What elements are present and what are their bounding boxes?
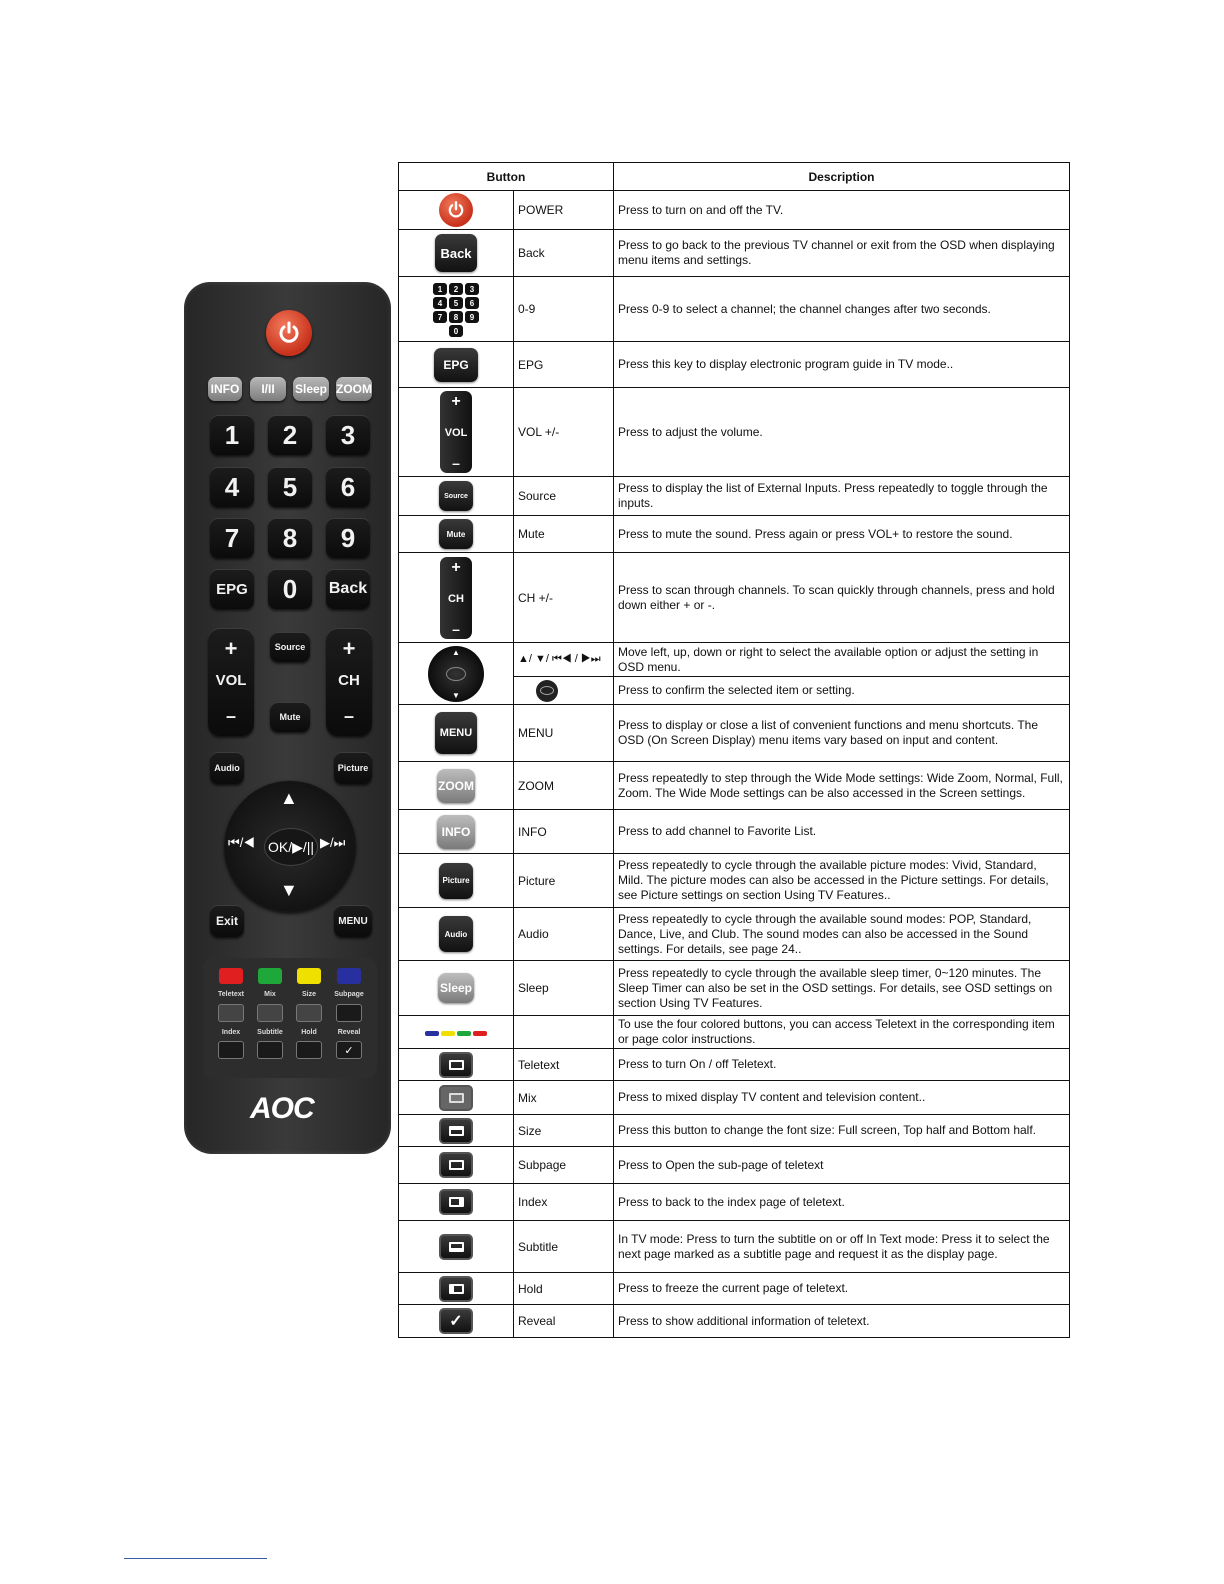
aoc-logo: AOC xyxy=(250,1092,314,1125)
numeric-keypad-icon xyxy=(433,283,479,337)
remote-teletext-button[interactable] xyxy=(218,1004,244,1022)
button-description: Press repeatedly to cycle through the available sound modes: POP, Standard, Dance, Live, and Club. The sound modes can also be accessed in the Sound settings. For details, see page 24.. xyxy=(614,908,1070,961)
blue-bar xyxy=(425,1031,439,1036)
table-row xyxy=(399,1221,1070,1273)
icon-cell xyxy=(399,388,514,477)
audio-icon: Audio xyxy=(439,916,473,952)
remote-size-button[interactable] xyxy=(296,1004,322,1022)
button-description: Press to back to the index page of teletext. xyxy=(614,1184,1070,1221)
menu-icon: MENU xyxy=(435,712,477,754)
description-column-header: Description xyxy=(614,163,1070,191)
icon-cell xyxy=(399,1016,514,1049)
button-name: ▲/ ▼/ ⏮◀ / ▶⏭ xyxy=(514,643,614,677)
remote-volume-rocker[interactable] xyxy=(208,628,254,736)
color-buttons-icon xyxy=(424,1025,488,1039)
button-description: Press this button to change the font size: Full screen, Top half and Bottom half. xyxy=(614,1115,1070,1147)
remote-mute-button[interactable]: Mute xyxy=(270,702,310,732)
button-name: POWER xyxy=(514,191,614,230)
icon-cell xyxy=(399,1081,514,1115)
table-row xyxy=(399,1049,1070,1081)
keypad-digit: 6 xyxy=(465,297,479,309)
dpad-down-arrow-icon: ▼ xyxy=(452,690,460,700)
channel-minus[interactable]: – xyxy=(343,706,354,726)
button-description: Press to adjust the volume. xyxy=(614,388,1070,477)
volume-label: VOL xyxy=(215,672,247,689)
icon-cell xyxy=(399,1305,514,1338)
icon-cell xyxy=(399,191,514,230)
footnote-rule xyxy=(124,1558,267,1559)
remote-menu-button[interactable]: MENU xyxy=(334,905,372,937)
table-row xyxy=(399,810,1070,854)
button-description: Press to scan through channels. To scan quickly through channels, press and hold down either + or -. xyxy=(614,553,1070,643)
power-icon xyxy=(439,193,473,227)
icon-cell xyxy=(399,1184,514,1221)
remote-exit-button[interactable]: Exit xyxy=(210,905,244,937)
remote-subpage-button[interactable] xyxy=(336,1004,362,1022)
remote-audio-mode-button[interactable]: I/II xyxy=(250,377,286,401)
button-name xyxy=(514,677,614,705)
button-description-table xyxy=(398,162,1070,1338)
table-row xyxy=(399,1016,1070,1049)
remote-zoom-button[interactable]: ZOOM xyxy=(336,377,372,401)
info-icon: INFO xyxy=(437,815,475,849)
keypad-digit: 7 xyxy=(433,311,447,323)
button-name: Back xyxy=(514,230,614,277)
dpad-right-arrow-icon[interactable]: ▶/⏭ xyxy=(320,835,346,850)
table-row xyxy=(399,1273,1070,1305)
table-row xyxy=(399,516,1070,553)
button-description: Press to go back to the previous TV channel or exit from the OSD when displaying menu items and settings. xyxy=(614,230,1070,277)
keypad-digit: 9 xyxy=(465,311,479,323)
remote-reveal-button[interactable]: ✓ xyxy=(336,1041,362,1059)
table-row xyxy=(399,477,1070,516)
button-name: Hold xyxy=(514,1273,614,1305)
icon-cell xyxy=(399,810,514,854)
icon-cell xyxy=(399,854,514,908)
table-row xyxy=(399,553,1070,643)
mute-icon: Mute xyxy=(439,519,473,549)
vol-label: VOL xyxy=(444,427,468,439)
button-description: Press to confirm the selected item or setting. xyxy=(614,677,1070,705)
teletext-label: Teletext xyxy=(218,991,244,998)
table-row xyxy=(399,908,1070,961)
button-description: Press to add channel to Favorite List. xyxy=(614,810,1070,854)
dpad-up-arrow-icon: ▲ xyxy=(452,647,460,657)
dpad-left-arrow-icon[interactable]: ⏮/◀ xyxy=(228,835,255,850)
keypad-digit: 2 xyxy=(449,283,463,295)
volume-minus[interactable]: – xyxy=(225,706,236,726)
channel-rocker-icon: + CH – xyxy=(440,557,472,639)
table-row xyxy=(399,277,1070,342)
index-icon xyxy=(439,1189,473,1215)
remote-digit-4[interactable]: 4 xyxy=(210,467,254,507)
button-description: Press to Open the sub-page of teletext xyxy=(614,1147,1070,1184)
remote-index-button[interactable] xyxy=(218,1041,244,1059)
button-description: Press to freeze the current page of teletext. xyxy=(614,1273,1070,1305)
green-button[interactable] xyxy=(258,968,282,984)
yellow-bar xyxy=(441,1031,455,1036)
button-description: Press this key to display electronic program guide in TV mode.. xyxy=(614,342,1070,388)
remote-picture-button[interactable]: Picture xyxy=(334,752,372,784)
teletext-icon xyxy=(439,1052,473,1078)
remote-back-button[interactable]: Back xyxy=(326,569,370,609)
keypad-digit: 1 xyxy=(433,283,447,295)
back-icon: Back xyxy=(435,234,477,272)
keypad-digit: 0 xyxy=(449,325,463,337)
red-button[interactable] xyxy=(219,968,243,984)
icon-cell xyxy=(399,643,514,705)
button-description: Press repeatedly to cycle through the available picture modes: Vivid, Standard, Mild. The picture modes can also be accessed in the Picture settings. For details, see Picture settings on section Using TV Features.. xyxy=(614,854,1070,908)
remote-hold-button[interactable] xyxy=(296,1041,322,1059)
index-label: Index xyxy=(221,1029,241,1036)
table-header-row xyxy=(399,163,1070,191)
remote-info-button[interactable]: INFO xyxy=(208,377,242,401)
picture-icon: Picture xyxy=(439,863,473,899)
table-row xyxy=(399,388,1070,477)
button-name: Mute xyxy=(514,516,614,553)
remote-audio-button[interactable]: Audio xyxy=(210,752,244,784)
button-description: Press 0-9 to select a channel; the channel changes after two seconds. xyxy=(614,277,1070,342)
button-name: ZOOM xyxy=(514,762,614,810)
mix-label: Mix xyxy=(264,991,276,998)
zoom-icon: ZOOM xyxy=(437,769,475,803)
remote-mix-button[interactable] xyxy=(257,1004,283,1022)
remote-digit-6[interactable]: 6 xyxy=(326,467,370,507)
button-description: To use the four colored buttons, you can access Teletext in the corresponding item or page color instructions. xyxy=(614,1016,1070,1049)
button-description: Press to turn On / off Teletext. xyxy=(614,1049,1070,1081)
size-label: Size xyxy=(301,991,316,998)
button-description: In TV mode: Press to turn the subtitle on or off In Text mode: Press it to select the next page marked as a subtitle page and request it as the display page. xyxy=(614,1221,1070,1273)
icon-cell xyxy=(399,705,514,762)
keypad-digit: 4 xyxy=(433,297,447,309)
remote-digit-5[interactable]: 5 xyxy=(268,467,312,507)
hold-label: Hold xyxy=(301,1029,317,1036)
button-name: CH +/- xyxy=(514,553,614,643)
yellow-button[interactable] xyxy=(297,968,321,984)
icon-cell xyxy=(399,1221,514,1273)
button-name: Size xyxy=(514,1115,614,1147)
remote-digit-3[interactable]: 3 xyxy=(326,415,370,455)
icon-cell xyxy=(399,553,514,643)
volume-rocker-icon: + VOL – xyxy=(440,391,472,473)
table-row xyxy=(399,1115,1070,1147)
button-name: INFO xyxy=(514,810,614,854)
button-name: Picture xyxy=(514,854,614,908)
remote-subtitle-button[interactable] xyxy=(257,1041,283,1059)
button-name: Index xyxy=(514,1184,614,1221)
reveal-label: Reveal xyxy=(337,1029,361,1036)
epg-icon: EPG xyxy=(434,348,478,382)
channel-plus[interactable]: + xyxy=(342,636,356,661)
table-row xyxy=(399,1081,1070,1115)
keypad-digit: 3 xyxy=(465,283,479,295)
blue-button[interactable] xyxy=(337,968,361,984)
remote-digit-1[interactable]: 1 xyxy=(210,415,254,455)
button-name: Sleep xyxy=(514,961,614,1016)
button-column-header: Button xyxy=(399,163,614,191)
button-description: Press repeatedly to cycle through the available sleep timer, 0~120 minutes. The Sleep Timer can also be set in the OSD settings. For details, see OSD settings on section Using TV Features. xyxy=(614,961,1070,1016)
icon-cell xyxy=(399,477,514,516)
dpad-icon xyxy=(428,646,484,702)
subtitle-icon xyxy=(439,1234,473,1260)
table-row xyxy=(399,762,1070,810)
remote-digit-9[interactable]: 9 xyxy=(326,518,370,558)
button-name xyxy=(514,1016,614,1049)
size-icon xyxy=(439,1118,473,1144)
mix-icon xyxy=(439,1085,473,1111)
source-icon: Source xyxy=(439,481,473,511)
remote-power-button[interactable] xyxy=(266,310,312,356)
dpad-down-arrow-icon[interactable]: ▼ xyxy=(280,880,298,900)
subpage-icon xyxy=(439,1152,473,1178)
remote-source-button[interactable]: Source xyxy=(270,632,310,662)
icon-cell xyxy=(399,1147,514,1184)
icon-cell xyxy=(399,908,514,961)
button-description: Press to mixed display TV content and television content.. xyxy=(614,1081,1070,1115)
button-name: Teletext xyxy=(514,1049,614,1081)
button-description: Press repeatedly to step through the Wide Mode settings: Wide Zoom, Normal, Full, Zoom. The Wide Mode settings can be also accessed in the Screen settings. xyxy=(614,762,1070,810)
icon-cell xyxy=(399,1273,514,1305)
dpad-up-arrow-icon[interactable]: ▲ xyxy=(280,788,298,808)
power-icon xyxy=(276,320,302,346)
remote-digit-2[interactable]: 2 xyxy=(268,415,312,455)
channel-label: CH xyxy=(338,672,360,689)
table-row xyxy=(399,705,1070,762)
table-row xyxy=(399,191,1070,230)
remote-epg-button[interactable]: EPG xyxy=(210,569,254,609)
button-description: Press to turn on and off the TV. xyxy=(614,191,1070,230)
table-row xyxy=(399,643,1070,677)
remote-digit-0[interactable]: 0 xyxy=(268,569,312,609)
remote-digit-7[interactable]: 7 xyxy=(210,518,254,558)
subtitle-label: Subtitle xyxy=(257,1029,283,1036)
button-name: Audio xyxy=(514,908,614,961)
ch-label: CH xyxy=(448,592,464,605)
dpad-ok-icon xyxy=(446,667,466,681)
table-row xyxy=(399,961,1070,1016)
button-description: Press to mute the sound. Press again or press VOL+ to restore the sound. xyxy=(614,516,1070,553)
red-bar xyxy=(473,1031,487,1036)
button-name: Reveal xyxy=(514,1305,614,1338)
subpage-label: Subpage xyxy=(334,991,364,998)
table-row xyxy=(399,1184,1070,1221)
icon-cell xyxy=(399,1115,514,1147)
button-name: Subpage xyxy=(514,1147,614,1184)
table-row xyxy=(399,1147,1070,1184)
table-row xyxy=(399,1305,1070,1338)
button-name: VOL +/- xyxy=(514,388,614,477)
button-name: Mix xyxy=(514,1081,614,1115)
icon-cell xyxy=(399,342,514,388)
green-bar xyxy=(457,1031,471,1036)
icon-cell xyxy=(399,961,514,1016)
icon-cell xyxy=(399,516,514,553)
dpad-ok-button[interactable]: OK/▶/|| xyxy=(264,828,318,866)
reveal-icon: ✓ xyxy=(439,1308,473,1334)
volume-plus[interactable]: + xyxy=(224,636,238,661)
remote-channel-rocker[interactable] xyxy=(326,628,372,736)
table-row xyxy=(399,342,1070,388)
button-name: Source xyxy=(514,477,614,516)
hold-icon xyxy=(439,1276,473,1302)
icon-cell xyxy=(399,277,514,342)
remote-digit-8[interactable]: 8 xyxy=(268,518,312,558)
keypad-digit: 5 xyxy=(449,297,463,309)
icon-cell xyxy=(399,230,514,277)
button-name: EPG xyxy=(514,342,614,388)
ok-icon xyxy=(536,680,558,702)
button-name: MENU xyxy=(514,705,614,762)
sleep-icon: Sleep xyxy=(438,973,474,1003)
remote-dpad[interactable] xyxy=(224,780,356,912)
button-name: 0-9 xyxy=(514,277,614,342)
button-description: Press to display the list of External Inputs. Press repeatedly to toggle through the inputs. xyxy=(614,477,1070,516)
icon-cell xyxy=(399,1049,514,1081)
button-description: Press to show additional information of teletext. xyxy=(614,1305,1070,1338)
table-row xyxy=(399,230,1070,277)
table-row xyxy=(399,854,1070,908)
remote-sleep-button[interactable]: Sleep xyxy=(293,377,329,401)
button-name: Subtitle xyxy=(514,1221,614,1273)
button-description: Move left, up, down or right to select the available option or adjust the setting in OSD menu. xyxy=(614,643,1070,677)
button-description: Press to display or close a list of convenient functions and menu shortcuts. The OSD (On Screen Display) menu items vary based on input and content. xyxy=(614,705,1070,762)
icon-cell xyxy=(399,762,514,810)
keypad-digit: 8 xyxy=(449,311,463,323)
